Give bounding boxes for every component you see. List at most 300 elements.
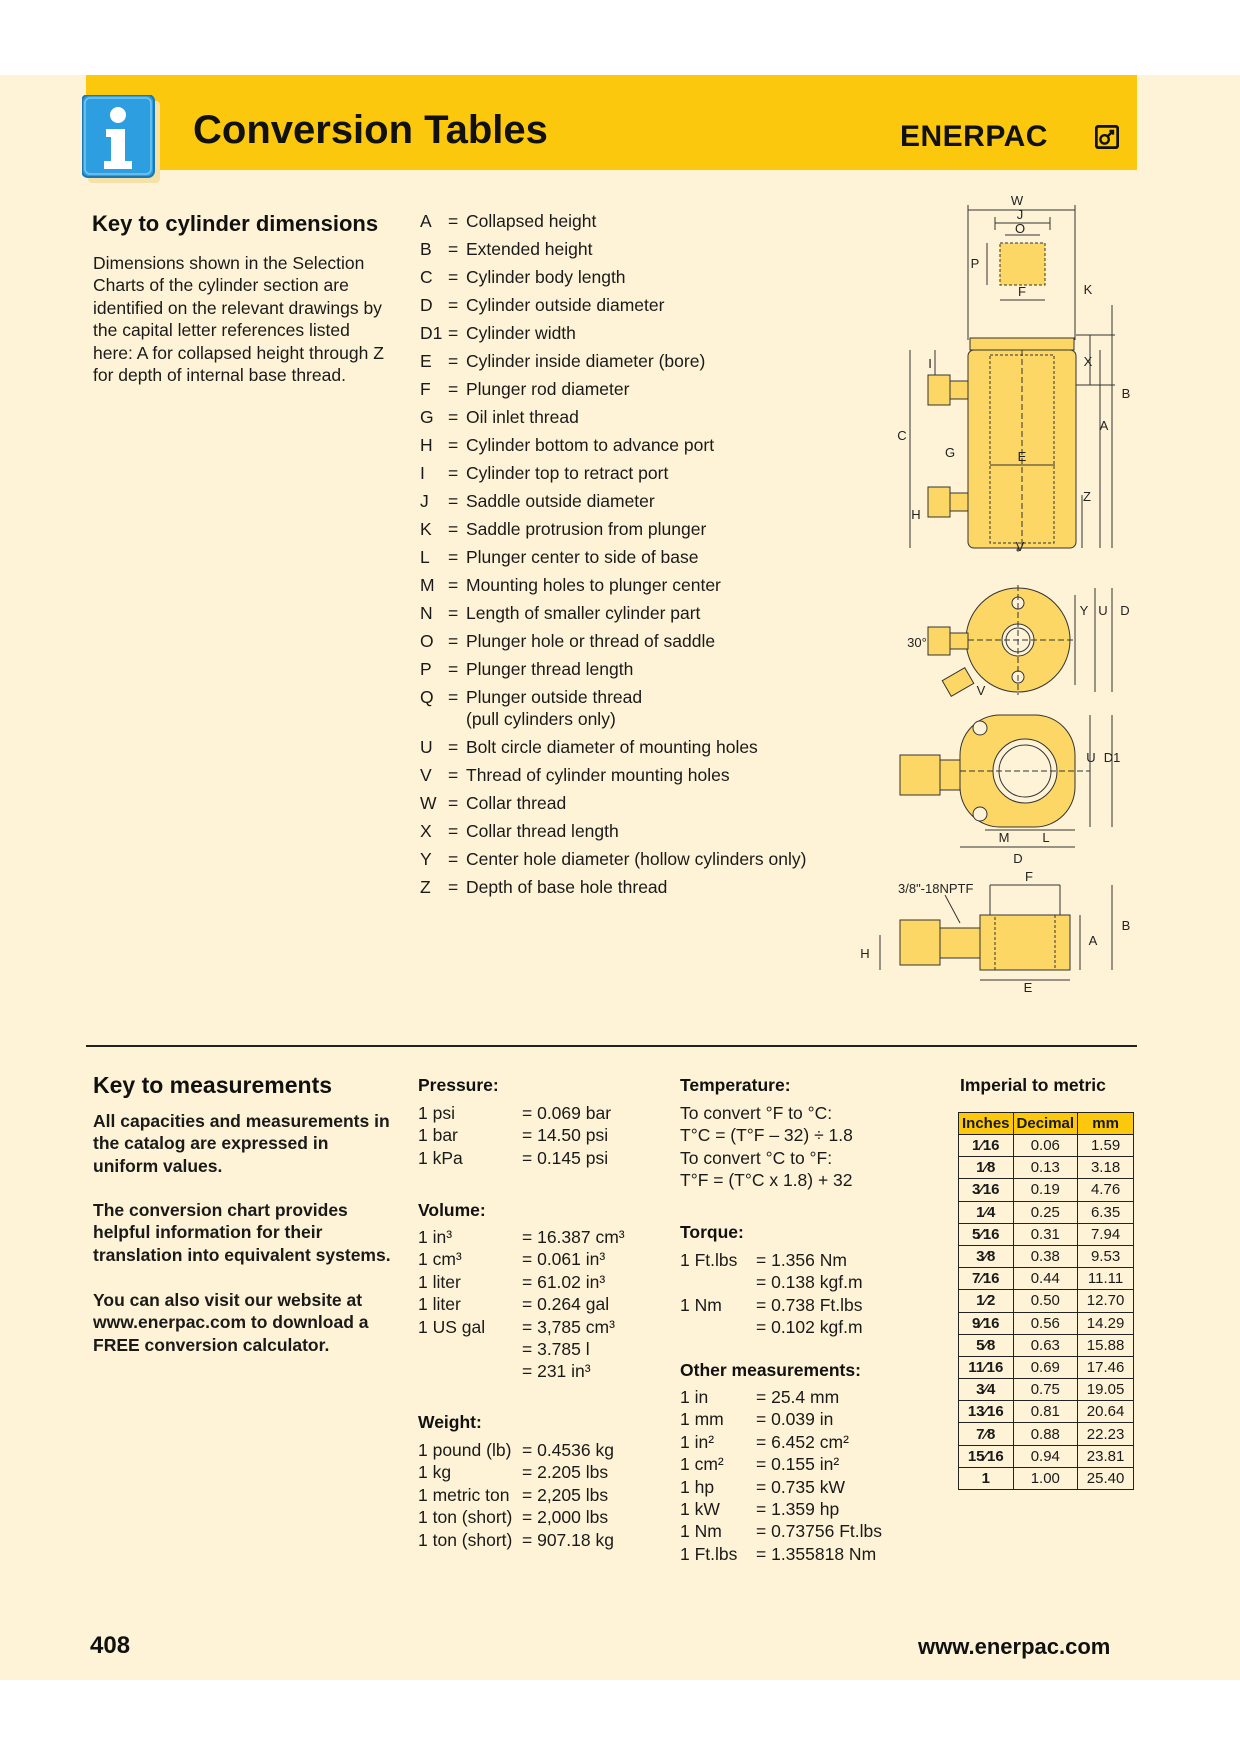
key-equals: = [448, 463, 459, 483]
drawing-label-w: W [1010, 195, 1024, 208]
key-description [466, 487, 840, 515]
table-row [959, 1445, 1134, 1467]
key-item [420, 655, 840, 683]
table-cell-inch: 9⁄16 [959, 1312, 1014, 1334]
key-letter: J [420, 491, 429, 511]
key-equals: = [448, 849, 459, 869]
table-row [959, 1268, 1134, 1290]
table-cell-mm: 14.29 [1078, 1312, 1134, 1334]
key-letter: G [420, 407, 434, 427]
key-item [420, 431, 840, 459]
conversion-unit: 1 Nm [680, 1294, 722, 1315]
key-item [420, 515, 840, 543]
table-cell-dec: 0.56 [1013, 1312, 1078, 1334]
conversion-row [418, 1360, 625, 1382]
conversion-unit: 1 in [680, 1387, 709, 1407]
measurements-para-2: The conversion chart provides helpful information for their translation into equivalent systems. [93, 1200, 391, 1265]
conversion-value: = 0.069 bar [522, 1103, 612, 1123]
temperature-line-2: T°C = (T°F – 32) ÷ 1.8 [680, 1125, 853, 1146]
key-description-line: Cylinder top to retract port [466, 463, 669, 483]
key-description [466, 873, 840, 901]
table-cell-mm: 7.94 [1078, 1223, 1134, 1245]
key-letter: L [420, 547, 430, 567]
key-letter: U [420, 737, 433, 757]
table-cell-mm: 17.46 [1078, 1356, 1134, 1378]
key-description-line: Oil inlet thread [466, 407, 579, 427]
drawing-label-h: H [911, 507, 921, 522]
volume-list [418, 1226, 625, 1383]
enerpac-logo-icon [1095, 125, 1119, 149]
drawing-label-f: F [1018, 284, 1026, 299]
conversion-unit: 1 kPa [418, 1147, 463, 1168]
conversion-value: = 1.356 Nm [756, 1250, 847, 1270]
conversion-unit: 1 kg [418, 1462, 452, 1483]
table-header-mm: mm [1078, 1113, 1134, 1135]
table-cell-inch: 1 [959, 1467, 1014, 1489]
table-cell-inch: 3⁄8 [959, 1245, 1014, 1267]
key-letter: Q [420, 687, 434, 707]
table-row [959, 1157, 1134, 1179]
key-equals: = [448, 351, 459, 371]
conversion-value: = 0.039 in [756, 1409, 834, 1430]
temperature-lines [680, 1102, 853, 1192]
table-cell-inch: 3⁄4 [959, 1379, 1014, 1401]
table-cell-mm: 3.18 [1078, 1157, 1134, 1179]
cylinder-key-title: Key to cylinder dimensions [92, 211, 379, 236]
table-cell-dec: 0.75 [1013, 1379, 1078, 1401]
drawing-label-f2: F [1025, 869, 1033, 884]
key-equals: = [448, 631, 459, 651]
table-row [959, 1245, 1134, 1267]
key-equals: = [448, 435, 459, 455]
table-cell-inch: 15⁄16 [959, 1445, 1014, 1467]
key-letter: E [420, 351, 432, 371]
key-description [466, 571, 840, 599]
key-item [420, 543, 840, 571]
key-item [420, 873, 840, 901]
key-description [466, 375, 840, 403]
conversion-row [680, 1476, 882, 1498]
table-header-decimal: Decimal [1013, 1113, 1078, 1135]
conversion-unit: 1 Nm [680, 1521, 722, 1542]
drawing-label-c: C [897, 428, 907, 443]
drawing-label-i: I [928, 356, 932, 371]
conversion-row [418, 1439, 614, 1461]
table-cell-mm: 25.40 [1078, 1467, 1134, 1489]
key-item [420, 403, 840, 431]
conversion-value: = 0.145 psi [522, 1147, 609, 1168]
table-cell-inch: 13⁄16 [959, 1401, 1014, 1423]
key-equals: = [448, 687, 459, 707]
table-cell-mm: 23.81 [1078, 1445, 1134, 1467]
table-row [959, 1401, 1134, 1423]
key-letter: V [420, 765, 432, 785]
key-equals: = [448, 877, 459, 897]
table-row [959, 1379, 1134, 1401]
key-description-line: Saddle outside diameter [466, 491, 655, 511]
conversion-row [418, 1316, 625, 1338]
conversion-row [418, 1102, 611, 1124]
measurements-para-1: All capacities and measurements in the catalog are expressed in uniform values. [93, 1111, 390, 1176]
key-description [466, 845, 840, 873]
table-cell-dec: 0.44 [1013, 1268, 1078, 1290]
conversion-unit: 1 liter [418, 1271, 461, 1292]
key-item [420, 487, 840, 515]
conversion-value: = 2.205 lbs [522, 1462, 609, 1483]
key-description-line: Cylinder inside diameter (bore) [466, 351, 706, 371]
table-cell-mm: 22.23 [1078, 1423, 1134, 1445]
key-item [420, 789, 840, 817]
key-description [466, 543, 840, 571]
key-description-line-2: (pull cylinders only) [466, 709, 616, 729]
key-description-line: Thread of cylinder mounting holes [466, 765, 730, 785]
conversion-unit: 1 Ft.lbs [680, 1543, 738, 1564]
cylinder-key-description: Dimensions shown in the Selection Charts of the cylinder section are identified on the relevant drawings by the capital letter references listed here: A for collapsed height through Z for depth of internal base thread. [93, 253, 384, 386]
conversion-row [680, 1431, 882, 1453]
conversion-value: = 0.73756 Ft.lbs [756, 1521, 882, 1542]
drawing-label-h2: H [860, 946, 870, 961]
cylinder-key-list [420, 207, 840, 901]
key-description-line: Depth of base hole thread [466, 877, 668, 897]
key-description-line: Plunger rod diameter [466, 379, 630, 399]
info-icon [82, 95, 160, 183]
key-equals: = [448, 295, 459, 315]
table-cell-inch: 5⁄16 [959, 1223, 1014, 1245]
drawing-label-v: V [1015, 539, 1025, 554]
conversion-row [418, 1226, 625, 1248]
key-description [466, 761, 840, 789]
key-description-line: Cylinder body length [466, 267, 626, 287]
drawing-label-k: K [1083, 282, 1093, 297]
key-description [466, 683, 840, 733]
drawing-label-z: Z [1083, 489, 1091, 504]
key-letter: A [420, 211, 432, 231]
conversion-unit: 1 cm³ [418, 1249, 462, 1270]
key-letter: B [420, 239, 432, 259]
key-description [466, 817, 840, 845]
conversion-unit: 1 hp [680, 1476, 715, 1497]
temperature-line-4: T°F = (T°C x 1.8) + 32 [680, 1170, 853, 1191]
table-cell-mm: 20.64 [1078, 1401, 1134, 1423]
table-row [959, 1290, 1134, 1312]
key-item [420, 845, 840, 873]
key-description-line: Collar thread [466, 793, 567, 813]
measurements-para-3: You can also visit our website at www.enerpac.com to download a FREE conversion calculator. [93, 1290, 369, 1355]
drawing-label-m: M [998, 830, 1010, 845]
key-description-line: Collar thread length [466, 821, 619, 841]
key-equals: = [448, 737, 459, 757]
conversion-row [680, 1316, 863, 1338]
key-equals: = [448, 575, 459, 595]
key-description-line: Saddle protrusion from plunger [466, 519, 707, 539]
key-equals: = [448, 765, 459, 785]
table-cell-dec: 1.00 [1013, 1467, 1078, 1489]
key-equals: = [448, 267, 459, 287]
temperature-title: Temperature: [680, 1075, 791, 1095]
key-description [466, 789, 840, 817]
cylinder-drawings [850, 195, 1140, 995]
page-title: Conversion Tables [193, 108, 548, 152]
conversion-row [680, 1408, 882, 1430]
temperature-line-3: To convert °C to °F: [680, 1147, 833, 1168]
key-item [420, 235, 840, 263]
conversion-row [680, 1498, 882, 1520]
key-item [420, 347, 840, 375]
conversion-row [418, 1293, 625, 1315]
key-letter: Z [420, 877, 431, 897]
key-description [466, 655, 840, 683]
table-row [959, 1223, 1134, 1245]
drawing-label-y: Y [1079, 603, 1089, 618]
table-cell-mm: 9.53 [1078, 1245, 1134, 1267]
table-cell-dec: 0.69 [1013, 1356, 1078, 1378]
key-description-line: Cylinder outside diameter [466, 295, 665, 315]
section-divider [86, 1045, 1137, 1047]
conversion-unit: 1 cm² [680, 1454, 724, 1475]
key-equals: = [448, 821, 459, 841]
drawing-label-v2: V [976, 683, 986, 698]
drawing-label-j: J [1016, 207, 1024, 222]
table-row [959, 1334, 1134, 1356]
key-item [420, 571, 840, 599]
conversion-row [418, 1461, 614, 1483]
key-description [466, 515, 840, 543]
conversion-unit: 1 Ft.lbs [680, 1250, 738, 1270]
table-cell-inch: 1⁄4 [959, 1201, 1014, 1223]
conversion-value: = 14.50 psi [522, 1125, 609, 1146]
key-description [466, 347, 840, 375]
key-description [466, 263, 840, 291]
key-equals: = [448, 793, 459, 813]
key-equals: = [448, 659, 459, 679]
table-row [959, 1135, 1134, 1157]
key-description [466, 403, 840, 431]
drawing-label-e2: E [1023, 980, 1033, 995]
pressure-list [418, 1102, 611, 1169]
key-item [420, 733, 840, 761]
table-cell-inch: 1⁄8 [959, 1157, 1014, 1179]
torque-list [680, 1249, 863, 1339]
table-cell-inch: 7⁄16 [959, 1268, 1014, 1290]
conversion-value: = 2,205 lbs [522, 1484, 609, 1505]
table-cell-inch: 5⁄8 [959, 1334, 1014, 1356]
table-cell-dec: 0.63 [1013, 1334, 1078, 1356]
table-cell-dec: 0.31 [1013, 1223, 1078, 1245]
conversion-value: = 1.355818 Nm [756, 1543, 877, 1564]
key-equals: = [448, 519, 459, 539]
key-description [466, 599, 840, 627]
conversion-row [680, 1294, 863, 1316]
conversion-value: = 0.102 kgf.m [756, 1317, 863, 1338]
table-cell-mm: 1.59 [1078, 1135, 1134, 1157]
conversion-row [680, 1543, 882, 1565]
conversion-value: = 3,785 cm³ [522, 1316, 615, 1337]
key-description [466, 459, 840, 487]
key-letter: M [420, 575, 435, 595]
drawing-label-g: G [944, 445, 956, 460]
drawing-label-u: U [1098, 603, 1108, 618]
conversion-unit: 1 in² [680, 1431, 715, 1452]
conversion-value: = 6.452 cm² [756, 1431, 849, 1452]
measurements-title: Key to measurements [93, 1072, 333, 1098]
key-letter: D1 [420, 323, 443, 343]
drawing-label-o: O [1014, 221, 1026, 236]
key-letter: D [420, 295, 433, 315]
key-letter: X [420, 821, 432, 841]
key-equals: = [448, 211, 459, 231]
conversion-row [418, 1124, 611, 1146]
conversion-value: = 0.264 gal [522, 1294, 610, 1315]
conversion-value: = 907.18 kg [522, 1529, 614, 1550]
table-header-row [959, 1113, 1134, 1135]
conversion-value: = 0.061 in³ [522, 1249, 606, 1270]
key-description [466, 733, 840, 761]
key-letter: O [420, 631, 434, 651]
conversion-unit [680, 1316, 756, 1338]
key-description-line: Cylinder bottom to advance port [466, 435, 715, 455]
drawing-label-d: D [1120, 603, 1130, 618]
table-cell-mm: 4.76 [1078, 1179, 1134, 1201]
key-item [420, 599, 840, 627]
conversion-unit [418, 1360, 522, 1382]
conversion-unit: 1 ton (short) [418, 1529, 513, 1550]
conversion-value: = 0.738 Ft.lbs [756, 1294, 863, 1315]
drawing-label-b2: B [1121, 918, 1131, 933]
conversion-value: = 0.4536 kg [522, 1440, 614, 1460]
conversion-value: = 2,000 lbs [522, 1507, 609, 1528]
key-equals: = [448, 603, 459, 623]
conversion-row [418, 1271, 625, 1293]
conversion-row [418, 1506, 614, 1528]
key-item [420, 459, 840, 487]
key-letter: W [420, 793, 437, 813]
key-item [420, 207, 840, 235]
other-measurements-list [680, 1386, 882, 1565]
conversion-value: = 0.138 kgf.m [756, 1272, 863, 1293]
footer-url[interactable]: www.enerpac.com [918, 1634, 1111, 1659]
key-letter: Y [420, 849, 432, 869]
drawing-label-l: L [1042, 830, 1050, 845]
table-cell-mm: 11.11 [1078, 1268, 1134, 1290]
key-item [420, 627, 840, 655]
table-cell-dec: 0.13 [1013, 1157, 1078, 1179]
key-description-line: Mounting holes to plunger center [466, 575, 721, 595]
key-equals: = [448, 547, 459, 567]
weight-list [418, 1439, 614, 1551]
key-description-line: Collapsed height [466, 211, 597, 231]
table-cell-inch: 11⁄16 [959, 1356, 1014, 1378]
table-cell-mm: 15.88 [1078, 1334, 1134, 1356]
table-cell-mm: 12.70 [1078, 1290, 1134, 1312]
key-letter: N [420, 603, 433, 623]
key-description [466, 627, 840, 655]
conversion-row [680, 1520, 882, 1542]
key-item [420, 291, 840, 319]
imperial-metric-table [958, 1112, 1134, 1490]
drawing-label-a2: A [1088, 933, 1098, 948]
conversion-unit: 1 metric ton [418, 1484, 510, 1505]
other-measurements-title: Other measurements: [680, 1360, 861, 1380]
conversion-value: = 16.387 cm³ [522, 1227, 625, 1247]
conversion-unit: 1 in³ [418, 1227, 453, 1247]
conversion-row [418, 1484, 614, 1506]
key-item [420, 319, 840, 347]
key-equals: = [448, 491, 459, 511]
key-description-line: Bolt circle diameter of mounting holes [466, 737, 758, 757]
conversion-value: = 1.359 hp [756, 1499, 840, 1520]
torque-title: Torque: [680, 1222, 744, 1242]
table-cell-dec: 0.88 [1013, 1423, 1078, 1445]
conversion-row [680, 1249, 863, 1271]
conversion-unit [418, 1338, 522, 1360]
table-cell-dec: 0.06 [1013, 1135, 1078, 1157]
key-description [466, 431, 840, 459]
table-row [959, 1423, 1134, 1445]
table-cell-inch: 1⁄16 [959, 1135, 1014, 1157]
pressure-title: Pressure: [418, 1075, 499, 1095]
table-cell-dec: 0.81 [1013, 1401, 1078, 1423]
key-description-line: Plunger hole or thread of saddle [466, 631, 716, 651]
key-description-line: Plunger outside thread [466, 687, 643, 707]
key-description [466, 207, 840, 235]
table-cell-dec: 0.25 [1013, 1201, 1078, 1223]
temperature-line-1: To convert °F to °C: [680, 1103, 833, 1123]
imperial-title: Imperial to metric [960, 1075, 1106, 1095]
key-description-line: Cylinder width [466, 323, 576, 343]
key-description-line: Plunger thread length [466, 659, 634, 679]
key-letter: P [420, 659, 432, 679]
key-item [420, 263, 840, 291]
drawing-label-d1: D1 [1103, 750, 1121, 765]
table-row [959, 1179, 1134, 1201]
drawing-label-d2: D [1013, 851, 1023, 866]
volume-title: Volume: [418, 1200, 486, 1220]
table-row [959, 1356, 1134, 1378]
drawing-label-x: X [1083, 354, 1093, 369]
conversion-value: = 25.4 mm [756, 1387, 840, 1407]
conversion-row [680, 1386, 882, 1408]
drawing-label-b: B [1121, 386, 1131, 401]
conversion-value: = 231 in³ [522, 1361, 591, 1382]
key-equals: = [448, 379, 459, 399]
table-cell-dec: 0.19 [1013, 1179, 1078, 1201]
key-equals: = [448, 407, 459, 427]
conversion-unit: 1 US gal [418, 1316, 486, 1337]
key-equals: = [448, 239, 459, 259]
key-item [420, 375, 840, 403]
drawing-label-u2: U [1086, 750, 1096, 765]
conversion-row [680, 1453, 882, 1475]
key-item [420, 817, 840, 845]
key-letter: H [420, 435, 433, 455]
conversion-value: = 0.735 kW [756, 1476, 846, 1497]
table-row [959, 1201, 1134, 1223]
conversion-row [418, 1147, 611, 1169]
key-description-line: Plunger center to side of base [466, 547, 699, 567]
conversion-unit: 1 ton (short) [418, 1507, 513, 1528]
key-description-line: Length of smaller cylinder part [466, 603, 701, 623]
conversion-unit: 1 liter [418, 1294, 461, 1315]
drawing-label-thread: 3/8"-18NPTF [898, 881, 974, 896]
conversion-value: = 3.785 l [522, 1339, 590, 1360]
table-row [959, 1312, 1134, 1334]
conversion-unit [680, 1271, 756, 1293]
conversion-row [680, 1271, 863, 1293]
conversion-row [418, 1529, 614, 1551]
conversion-value: = 61.02 in³ [522, 1271, 606, 1292]
table-cell-dec: 0.50 [1013, 1290, 1078, 1312]
key-description [466, 291, 840, 319]
